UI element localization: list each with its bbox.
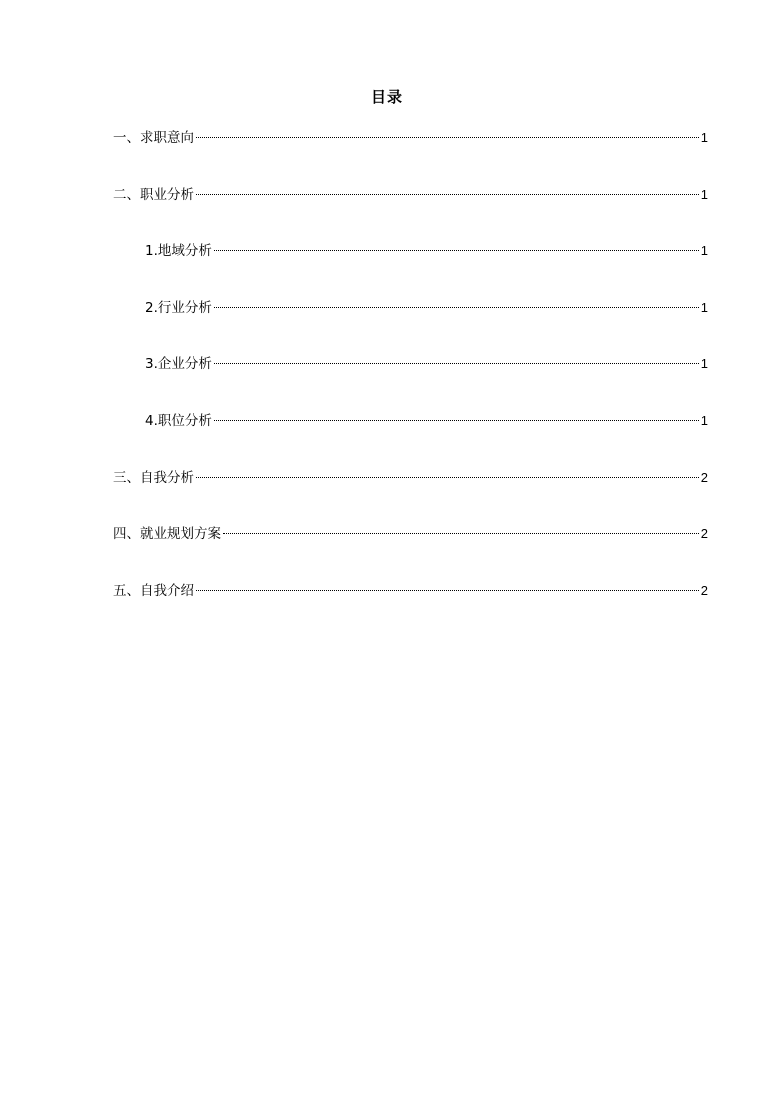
toc-entry[interactable] <box>113 294 708 351</box>
toc-entry-label: 四、就业规划方案 <box>113 526 221 543</box>
toc-entry[interactable] <box>113 520 708 577</box>
toc-page-number: 1 <box>700 299 708 315</box>
dot-leader <box>196 194 699 195</box>
toc-entry-label: 五、自我介绍 <box>113 582 194 599</box>
toc-entry-label: 1.地域分析 <box>145 243 212 260</box>
toc-page-number: 2 <box>700 582 708 598</box>
toc-entry[interactable] <box>113 577 708 634</box>
toc-entry-label: 一、求职意向 <box>113 130 194 146</box>
toc-entry-label: 4.职位分析 <box>145 412 212 429</box>
dot-leader <box>196 477 699 478</box>
toc-page-number: 1 <box>700 356 708 372</box>
toc-entry-label: 二、职业分析 <box>113 186 194 203</box>
toc-entry[interactable] <box>113 407 708 464</box>
toc-entry-label: 三、自我分析 <box>113 469 194 486</box>
toc-entry[interactable] <box>113 237 708 294</box>
toc-page-number: 1 <box>700 412 708 428</box>
toc-entry-label: 2.行业分析 <box>145 299 212 316</box>
dot-leader <box>196 137 699 138</box>
toc-entry-label: 3.企业分析 <box>145 356 212 373</box>
dot-leader <box>223 533 699 534</box>
toc-page-number: 1 <box>700 130 708 145</box>
toc-entry[interactable] <box>113 124 708 181</box>
toc-title: 目录 <box>370 88 403 106</box>
toc-entry[interactable] <box>113 464 708 521</box>
toc-entry[interactable] <box>113 350 708 407</box>
dot-leader <box>214 420 699 421</box>
toc-page-number: 1 <box>700 243 708 259</box>
toc-page-number: 1 <box>700 186 708 202</box>
dot-leader <box>214 363 699 364</box>
dot-leader <box>214 250 699 251</box>
toc-list <box>113 124 708 633</box>
dot-leader <box>196 590 699 591</box>
toc-page-number: 2 <box>700 526 708 542</box>
toc-page-number: 2 <box>700 469 708 485</box>
toc-entry[interactable] <box>113 181 708 238</box>
dot-leader <box>214 307 699 308</box>
